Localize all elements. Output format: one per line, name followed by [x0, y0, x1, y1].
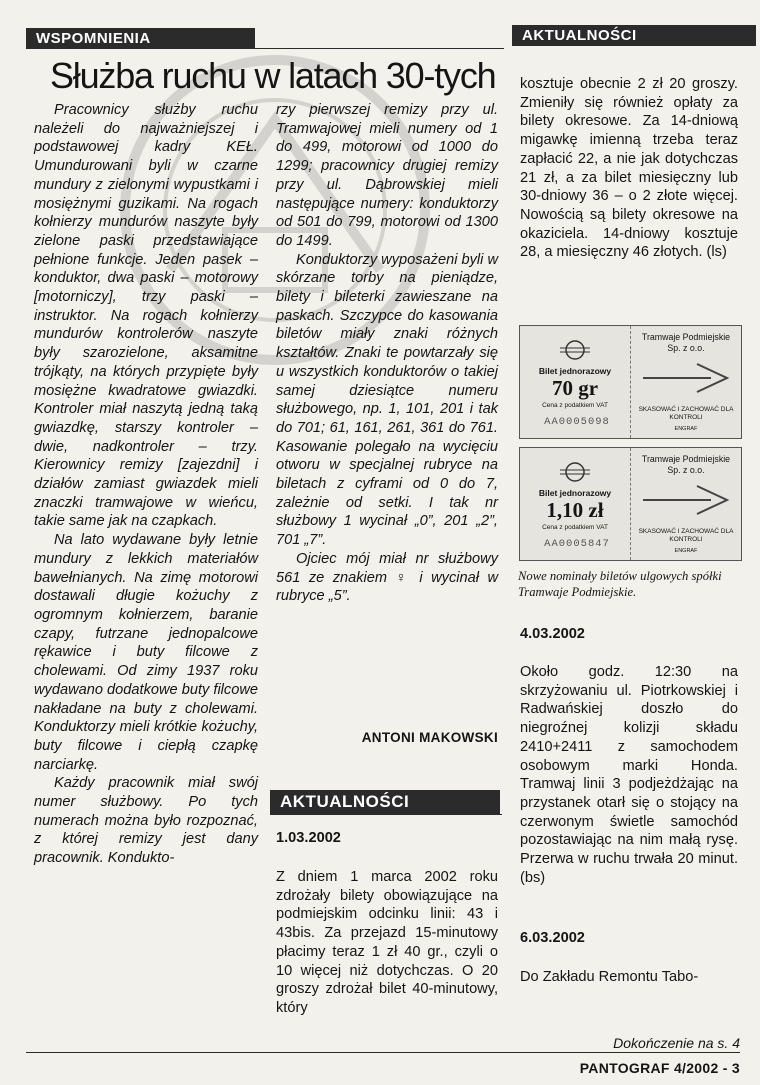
news-date: 4.03.2002	[520, 626, 585, 642]
article-paragraph: Na lato wydawane były letnie mundury z lekkich materiałów bawełnianych. Na zimę motorowi dostawali długie kożuchy z ogromnym kołnierzem, baranie czapy, futrzane jednopalcowe rękawice i buty filcowe z cholewami. Od zimy 1937 roku wydawano dodatkowe buty filcowe nakładane na buty z cholewami. Konduktorzy mieli krótkie kożuchy, buty filcowe i ciepłą czapkę narciarkę.	[34, 532, 258, 773]
footer-rule	[26, 1052, 740, 1053]
ticket-vat-note: Cena z podatkiem VAT	[542, 402, 608, 409]
news-item-text: Do Zakładu Remontu Tabo-	[520, 969, 699, 985]
article-title: Służba ruchu w latach 30-tych	[50, 55, 496, 96]
ticket-price: 70 gr	[551, 376, 599, 400]
section-header-memories: WSPOMNIENIA	[26, 28, 255, 49]
news-item-text: kosztuje obecnie 2 zł 20 groszy. Zmieniły się również opłaty za bilety okresowe. Za 14-dniową migawkę imienną trzeba teraz zapłacić 22, a nie jak dotychczas 21 zł, a za bilet miesięczny lub 30-dniowy 36 – o 2 złote więcej. Nowością są bilety okresowe na okaziciela. 14-dniowy kosztuje 28, a miesięczny 46 złotych. (ls)	[520, 76, 738, 261]
ticket-kind: Bilet jednorazowy	[538, 488, 612, 498]
arrow-icon	[641, 478, 733, 522]
ticket-kind: Bilet jednorazowy	[538, 366, 612, 376]
tram-logo-icon	[558, 460, 592, 484]
tram-logo-icon	[558, 338, 592, 362]
ticket-validate-note: SKASOWAĆ I ZACHOWAĆ DLA KONTROLI	[638, 528, 734, 543]
ticket-caption: Nowe nominały biletów ulgowych spółki Tramwaje Podmiejskie.	[518, 569, 722, 599]
article-column-2	[276, 101, 498, 606]
ticket-serial: AA0005847	[544, 538, 610, 550]
ticket-image	[519, 447, 742, 561]
news-item-text: Około godz. 12:30 na skrzyżowaniu ul. Piotrkowskiej i Radwańskiej doszło do niegroźnej kolizji składu 2410+2411 z samochodem osobowym marki Honda. Tramwaj linii 3 podjeżdżając na przystanek otarł się o stojący na czerwonym świetle samochód pozostawiając na nim małą rysę. Przerwa w ruchu trwała 20 minut. (bs)	[520, 664, 738, 886]
continued-note: Dokończenie na s. 4	[613, 1035, 740, 1051]
ticket-vat-note: Cena z podatkiem VAT	[542, 524, 608, 531]
ticket-company: Tramwaje Podmiejskie Sp. z o.o.	[641, 454, 731, 475]
news-item-text: Z dniem 1 marca 2002 roku zdrożały bilety obowiązujące na podmiejskim odcinku linii: 43 i 43bis. Za przejazd 15-minutowy płacimy teraz 1 zł 40 gr., czyli o 10 więcej niż dotychczas. O 20 groszy zdrożał bilet 40-minutowy, który	[276, 869, 498, 1016]
header-rule-left	[26, 48, 504, 49]
article-paragraph: Każdy pracownik miał swój numer służbowy. Po tych numerach można było rozpoznać, z której remizy jest dany pracownik. Kondukto-	[34, 775, 258, 867]
header-rule-middle	[270, 814, 502, 815]
news-date: 1.03.2002	[276, 830, 341, 846]
page-footer: PANTOGRAF 4/2002 - 3	[579, 1060, 740, 1076]
ticket-body	[631, 326, 741, 438]
article-paragraph: rzy pierwszej remizy przy ul. Tramwajowej mieli numery od 1 do 499, motorowi od 1000 do 1299; pracownicy drugiej remizy przy ul. Dąbrowskiej mieli następujące numery: konduktorzy od 501 do 799, motorowi od 1300 do 1499.	[276, 102, 498, 249]
article-paragraph: Pracownicy służby ruchu należeli do najważniejszej i podstawowej kadry KEŁ. Umundurowani byli w czarne mundury z zielonymi wypustkami i mosiężnymi guzikami. Na rogach kołnierzy mundurów naszyte były zielone paski przedstawiające pełnione funkcje. Jeden pasek – konduktor, dwa paski – motorowy [motorniczy], trzy paski – instruktor. Na rogach kołnierzy mundurów kontrolerów naszyte były szarozielone, aksamitne trójkąty, na których przypięte były mosiężne kwadratowe gwiazdki. Kontroler miał naszytą jedną taką gwiazdkę, starszy kontroler – dwie, nadkontroler – trzy. Kierownicy remizy [zajezdni] i działów zamiast gwiazdek mieli znaczki tramwajowe w wieńcu, takie same jak na czapkach.	[34, 102, 258, 530]
arrow-icon	[641, 356, 733, 400]
ticket-serial: AA0005098	[544, 416, 610, 428]
ticket-printer: ENGRAF	[674, 426, 698, 432]
article-column-1	[34, 101, 258, 868]
article-paragraph: Konduktorzy wyposażeni byli w skórzane torby na pieniądze, bilety i bileterki zawieszane na paskach. Szczypce do kasowania biletów miały znaki różnych kształtów. Znaki te powtarzały się u wszystkich konduktorów o takiej samej dziesiątce numeru służbowego, np. 1, 101, 201 i tak do 701; 61, 161, 261, 361 do 761. Kasowanie polegało na wycięciu otworu w specjalnej rubryce na biletach z cyframi od 0 do 7, zależnie od setki. I tak nr służbowy 1 wycinał „0”, 201 „2”, 701 „7”.	[276, 251, 498, 549]
ticket-validate-note: SKASOWAĆ I ZACHOWAĆ DLA KONTROLI	[638, 406, 734, 421]
ticket-image	[519, 325, 742, 439]
ticket-stub	[520, 326, 631, 438]
section-header-news: AKTUALNOŚCI	[512, 25, 756, 46]
article-paragraph: Ojciec mój miał nr służbowy 561 ze znakiem ♀ i wycinał w rubryce „5”.	[276, 550, 498, 605]
section-header-news-middle: AKTUALNOŚCI	[270, 790, 500, 814]
ticket-body	[631, 448, 741, 560]
ticket-stub	[520, 448, 631, 560]
ticket-company: Tramwaje Podmiejskie Sp. z o.o.	[641, 332, 731, 353]
ticket-price: 1,10 zł	[546, 498, 604, 522]
header-rule-right	[512, 45, 738, 46]
news-date: 6.03.2002	[520, 930, 585, 946]
article-author: ANTONI MAKOWSKI	[361, 730, 498, 745]
ticket-printer: ENGRAF	[674, 548, 698, 554]
